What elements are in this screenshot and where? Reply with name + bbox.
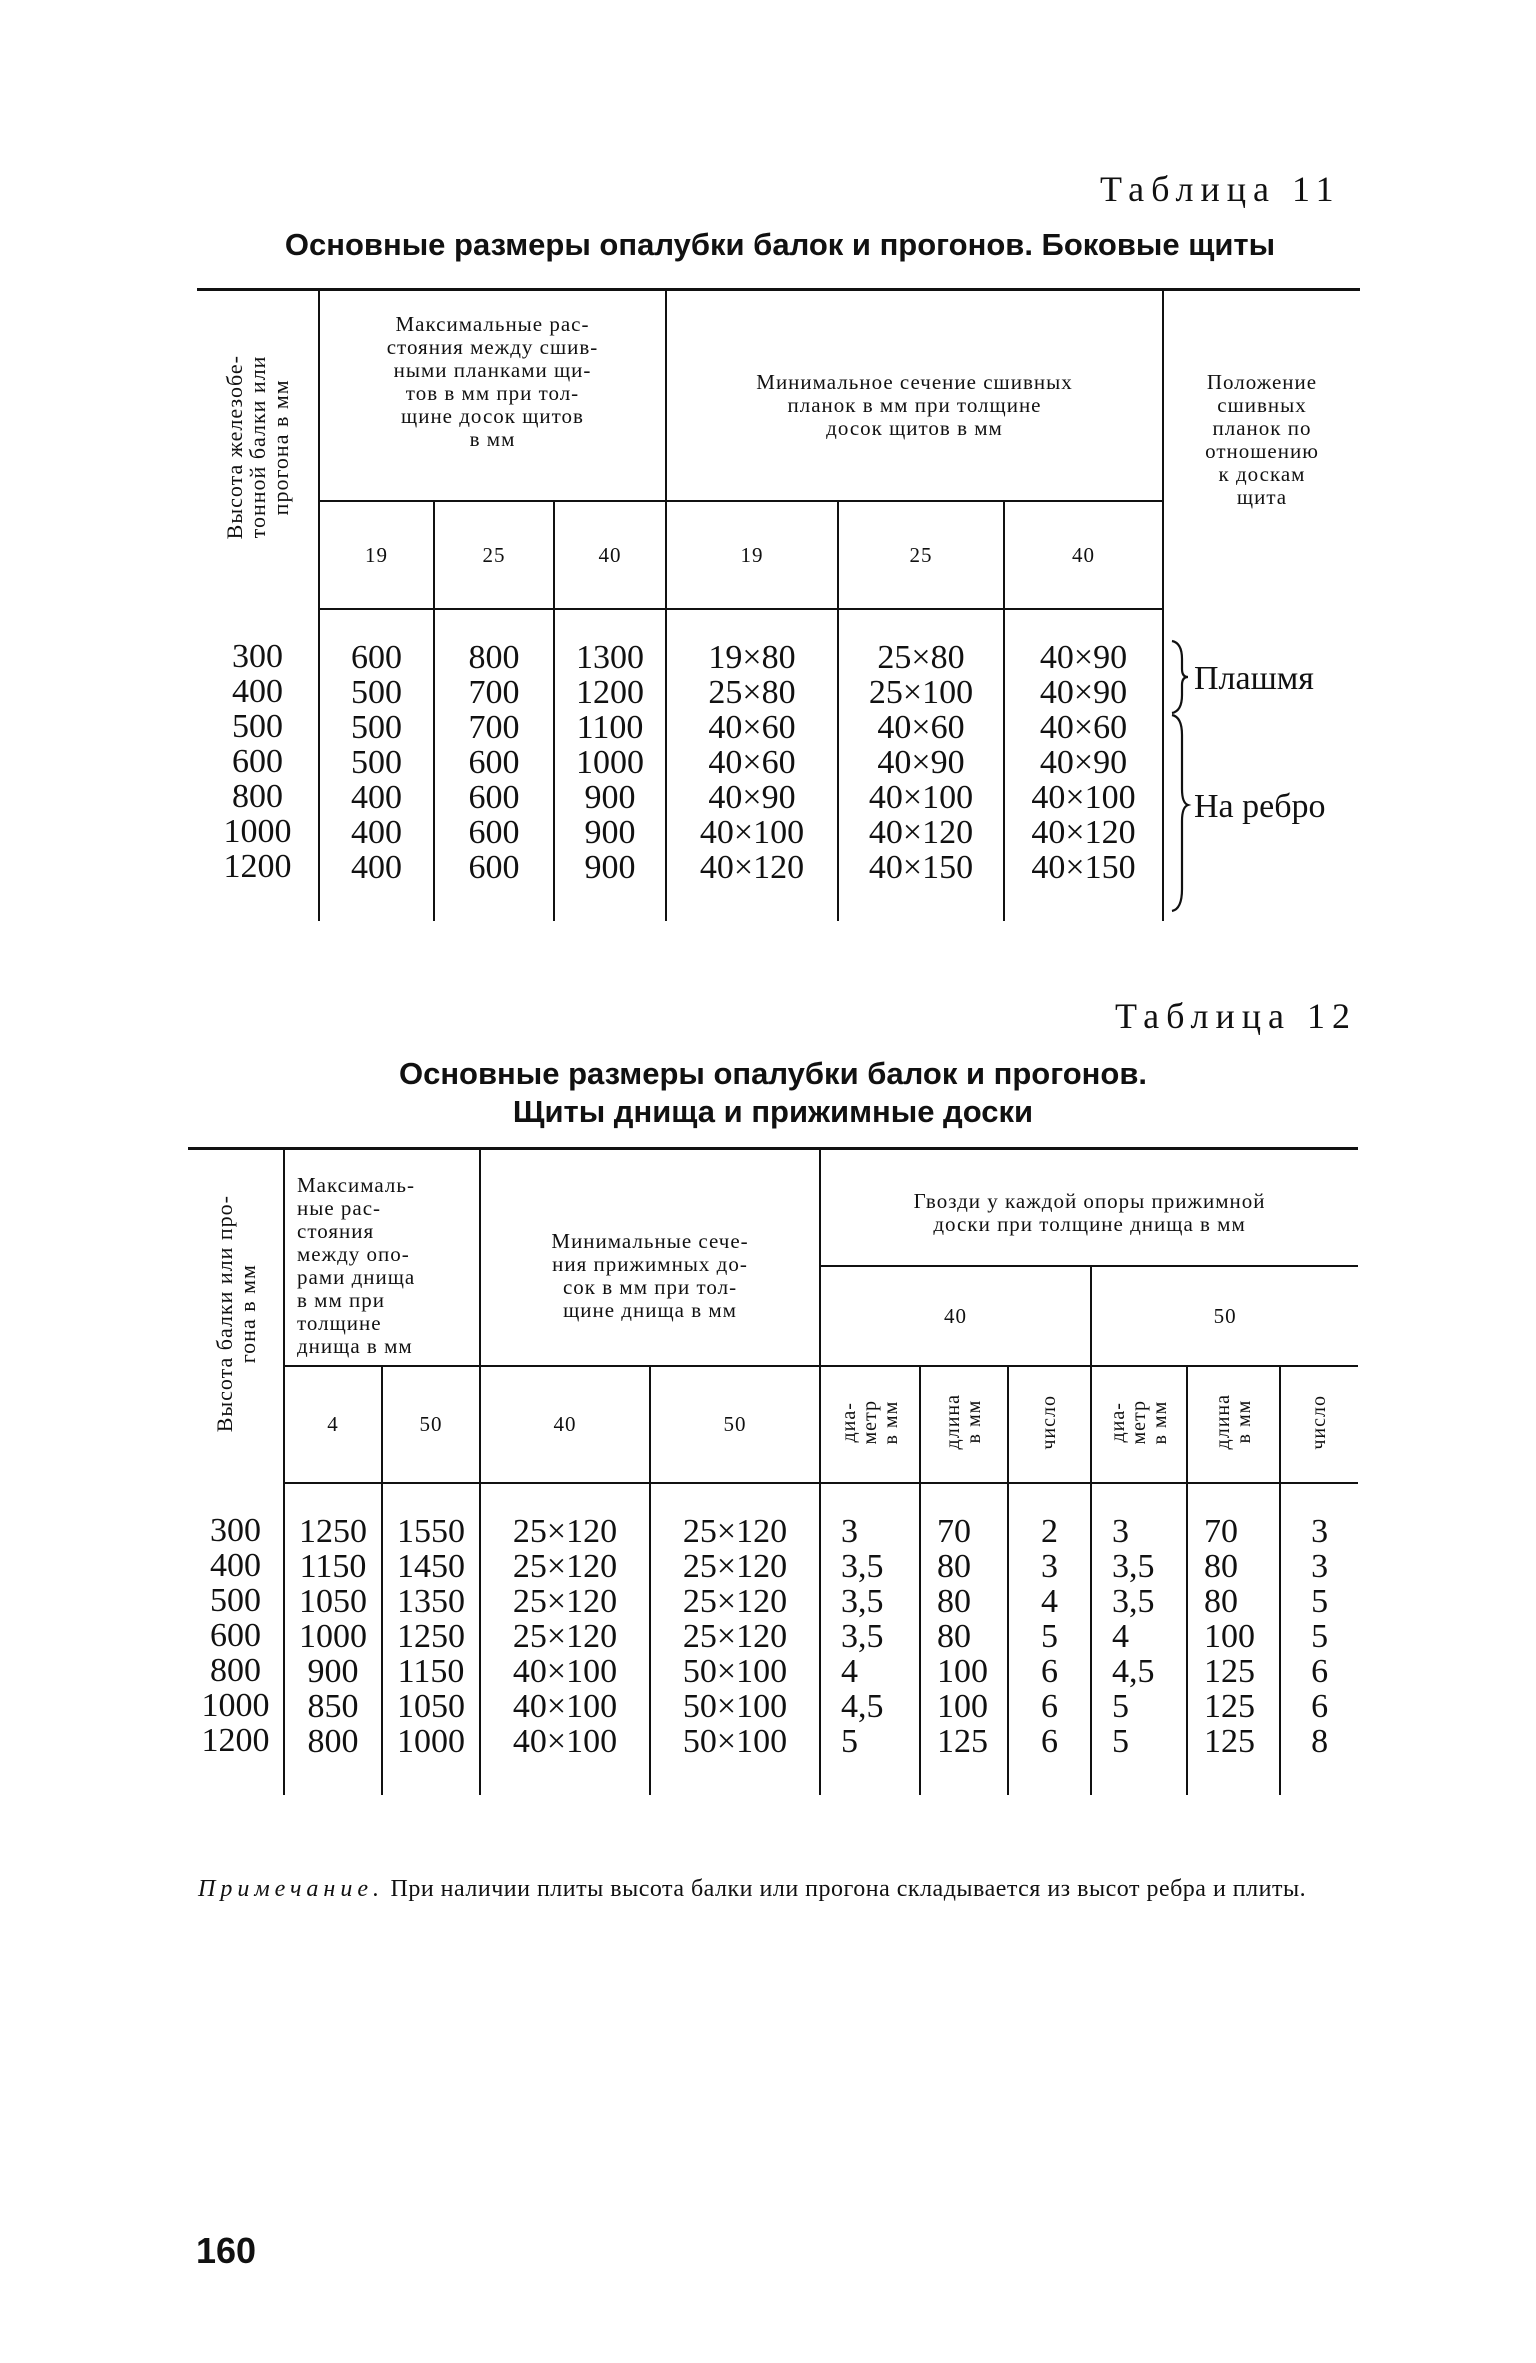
table-12-sub-50-a: 50 — [382, 1366, 480, 1483]
table-11 — [197, 291, 1360, 921]
table-11-height-header: Высота железобе- тонной балки или прогона в мм — [222, 355, 293, 540]
table-12-nail-diameter-50-column: 3 3,5 3,5 4 4,5 5 5 — [1091, 1483, 1187, 1795]
table-11-position-column — [1163, 609, 1360, 921]
table-12-nail-length-40: длина в мм — [920, 1366, 1008, 1483]
table-12-spacing-header: Максималь- ные рас- стояния между опо- рами днища в мм при толщине днища в мм — [284, 1150, 480, 1366]
table-12-nail-length-50-column: 70 80 80 100 125 125 125 — [1187, 1483, 1280, 1795]
table-12-nail-diameter-40-column: 3 3,5 3,5 3,5 4 4,5 5 — [820, 1483, 920, 1795]
table-11-sub-25-b: 25 — [838, 501, 1004, 609]
table-12-sub-40: 40 — [480, 1366, 650, 1483]
table-11-sub-40-b: 40 — [1004, 501, 1163, 609]
table-11-spacing-19-column: 600 500 500 500 400 400 400 — [319, 609, 434, 921]
table-12-nails-header: Гвозди у каждой опоры прижимной доски при толщине днища в мм — [820, 1150, 1358, 1266]
table-12-nail-length-50: длина в мм — [1187, 1366, 1280, 1483]
table-11-section-header: Минимальное сечение сшивных планок в мм при толщине досок щитов в мм — [666, 291, 1163, 501]
table-12-nail-count-40: число — [1008, 1366, 1091, 1483]
page-number: 160 — [196, 2230, 257, 2271]
table-11-section-40-column: 40×90 40×90 40×60 40×90 40×100 40×120 40×150 — [1004, 609, 1163, 921]
table-11-sub-25-a: 25 — [434, 501, 554, 609]
table-12-spacing-50-column: 1550 1450 1350 1250 1150 1050 1000 — [382, 1483, 480, 1795]
table-12-nail-length-40-column: 70 80 80 80 100 100 125 — [920, 1483, 1008, 1795]
table-11-spacing-25-column: 800 700 700 600 600 600 600 — [434, 609, 554, 921]
table-12-section-header: Минимальные сече- ния прижимных до- сок в мм при тол- щине днища в мм — [480, 1150, 820, 1366]
table-note — [198, 1875, 1358, 1903]
table-11-sub-40-a: 40 — [554, 501, 666, 609]
table-12-sub-4: 4 — [284, 1366, 382, 1483]
table-12-nail-count-50-column: 3 3 5 5 6 6 8 — [1280, 1483, 1358, 1795]
table-12-nail-count-50: число — [1280, 1366, 1358, 1483]
table-12-nails-50-header: 50 — [1091, 1266, 1358, 1366]
table-11-position-header: Положение сшивных планок по отношению к доскам щита — [1163, 291, 1360, 609]
table-11-sub-19-a: 19 — [319, 501, 434, 609]
table-11-position-edge: На ребро — [1194, 788, 1326, 825]
table-11-spacing-40-column: 1300 1200 1100 1000 900 900 900 — [554, 609, 666, 921]
table-11-braces — [1168, 639, 1192, 919]
table-11-sub-19-b: 19 — [666, 501, 838, 609]
table-12-spacing-4-column: 1250 1150 1050 1000 900 850 800 — [284, 1483, 382, 1795]
table-12-caption: Основные размеры опалубки балок и прогонов. Щиты днища и прижимные доски — [398, 1056, 1148, 1129]
table-11-position-flat: Плашмя — [1194, 660, 1314, 697]
table-11-section-19-column: 19×80 25×80 40×60 40×60 40×90 40×100 40×120 — [666, 609, 838, 921]
table-12-nail-count-40-column: 2 3 4 5 6 6 6 — [1008, 1483, 1091, 1795]
note-text: При наличии плиты высота балки или прогона складывается из высот ребра и плиты. — [390, 1876, 1307, 1902]
table-12-section-40-column: 25×120 25×120 25×120 25×120 40×100 40×100 40×100 — [480, 1483, 650, 1795]
table-12-nails-40-header: 40 — [820, 1266, 1091, 1366]
table-11-label: Таблица 11 — [1100, 169, 1341, 209]
table-12-label: Таблица 12 — [1115, 996, 1357, 1036]
note-lead: Примечание. — [198, 1876, 384, 1902]
table-12-section-50-column: 25×120 25×120 25×120 25×120 50×100 50×100 50×100 — [650, 1483, 820, 1795]
table-12-sub-50-b: 50 — [650, 1366, 820, 1483]
table-12-height-header: Высота балки или про- гона в мм — [211, 1195, 260, 1433]
table-12 — [188, 1150, 1358, 1795]
table-12-heights-column: 300 400 500 600 800 1000 1200 — [201, 1512, 270, 1759]
table-12-nail-diameter-50: диа- метр в мм — [1091, 1366, 1187, 1483]
table-11-caption: Основные размеры опалубки балок и прогонов. Боковые щиты — [284, 227, 1276, 262]
table-11-heights-column: 300 400 500 600 800 1000 1200 — [223, 638, 292, 885]
table-12-nail-diameter-40: диа- метр в мм — [820, 1366, 920, 1483]
table-11-spacing-header: Максимальные рас- стояния между сшив- ными планками щи- тов в мм при тол- щине досок щитов в мм — [319, 291, 666, 501]
table-11-section-25-column: 25×80 25×100 40×60 40×90 40×100 40×120 40×150 — [838, 609, 1004, 921]
